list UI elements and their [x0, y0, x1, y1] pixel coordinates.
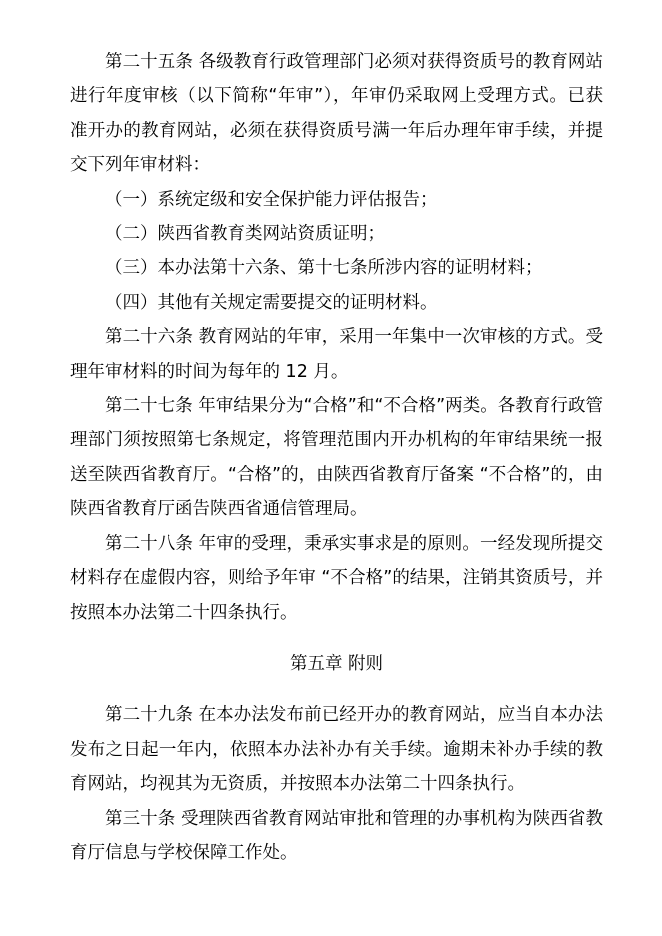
article-25-item-1: （一）系统定级和安全保护能力评估报告；	[105, 189, 438, 210]
chapter-heading: 第五章 附则	[289, 653, 384, 674]
document-page	[70, 45, 603, 870]
article-25-item-2: （二）陕西省教育类网站资质证明；	[105, 224, 385, 245]
article-29: 第二十九条 在本办法发布前已经开办的教育网站，应当自本办法发布之日起一年内，依照本办法补办有关手续。逾期未补办手续的教育网站，均视其为无资质，并按照本办法第二十四条执行。	[70, 705, 603, 795]
article-27: 第二十七条 年审结果分为“合格”和“不合格”两类。各教育行政管理部门须按照第七条规定，将管理范围内开办机构的年审结果统一报送至陕西省教育厅。“合格”的，由陕西省教育厅备案 “不合格”的，由陕西省教育厅函告陕西省通信管理局。	[70, 396, 603, 520]
article-25-item-4: （四）其他有关规定需要提交的证明材料。	[105, 292, 438, 313]
article-30: 第三十条 受理陕西省教育网站审批和管理的办事机构为陕西省教育厅信息与学校保障工作处。	[70, 808, 603, 863]
article-28: 第二十八条 年审的受理，秉承实事求是的原则。一经发现所提交材料存在虚假内容，则给予年审 “不合格”的结果，注销其资质号，并按照本办法第二十四条执行。	[70, 533, 603, 623]
article-25-item-3: （三）本办法第十六条、第十七条所涉内容的证明材料；	[105, 258, 543, 279]
article-26: 第二十六条 教育网站的年审，采用一年集中一次审核的方式。受理年审材料的时间为每年的 12 月。	[70, 327, 603, 382]
article-25: 第二十五条 各级教育行政管理部门必须对获得资质号的教育网站进行年度审核（以下简称“年审”），年审仍采取网上受理方式。已获准开办的教育网站，必须在获得资质号满一年后办理年审手续，并提交下列年审材料：	[70, 52, 603, 176]
